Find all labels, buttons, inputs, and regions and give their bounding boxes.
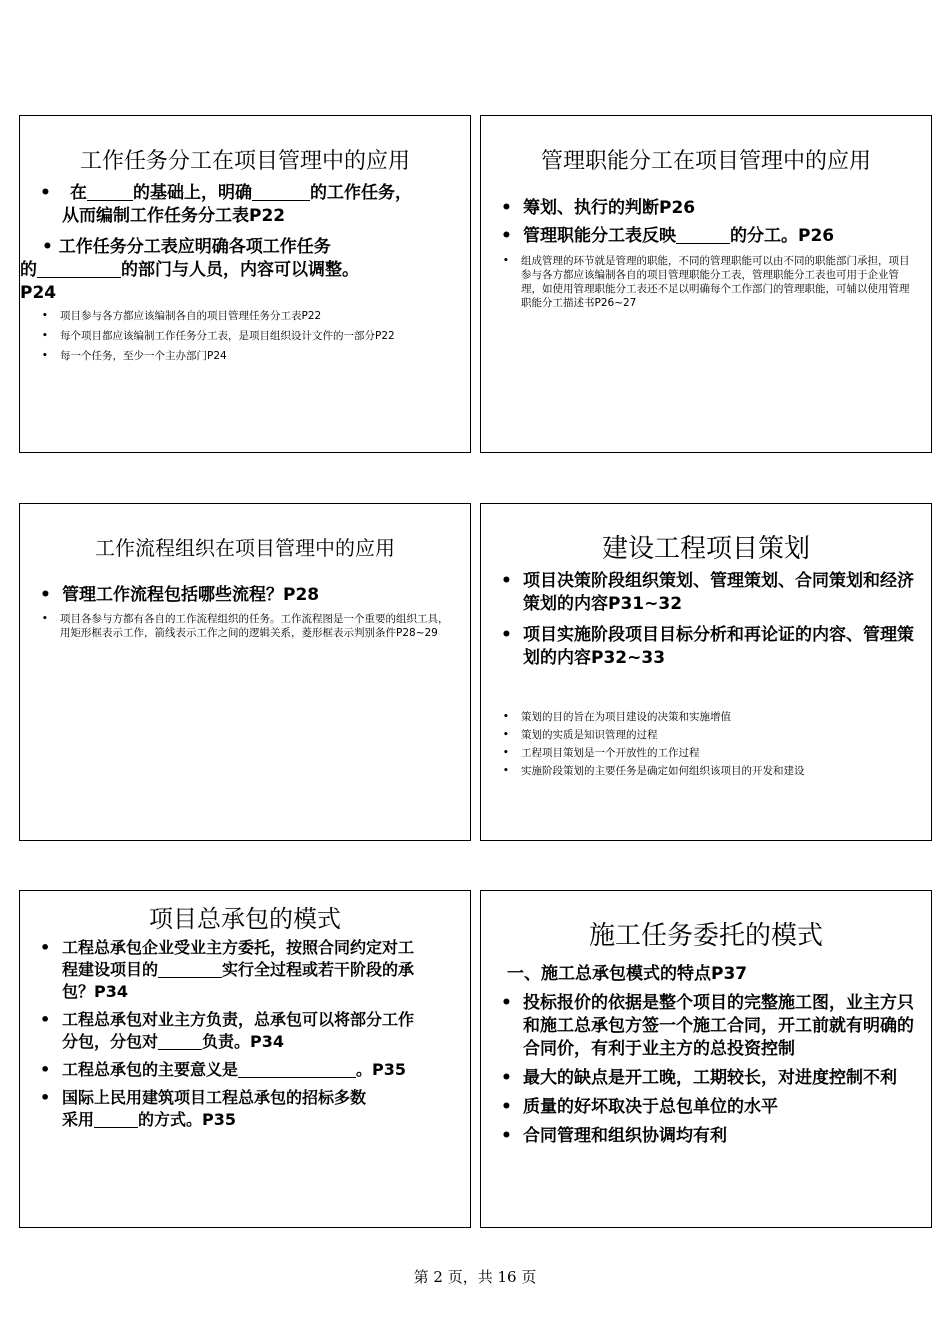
- slide-title: 施工任务委托的模式: [588, 921, 823, 951]
- bullet-icon: •: [40, 938, 51, 957]
- small-bullet-item: • 工程项目策划是一个开放性的工作过程: [503, 747, 700, 759]
- bullet-icon: •: [501, 571, 512, 591]
- slide-workflow-organization: [19, 503, 471, 841]
- bullet-icon: •: [501, 1097, 512, 1117]
- small-bullet-item: • 项目参与各方都应该编制各自的项目管理任务分工表P22: [42, 310, 322, 322]
- fill-blank: [37, 260, 121, 278]
- slide-title: 建设工程项目策划: [601, 534, 810, 564]
- small-bullet-item: • 每一个任务，至少一个主办部门P24: [42, 350, 227, 362]
- slide-title: 工作任务分工在项目管理中的应用: [79, 149, 410, 174]
- small-bullet-item: • 实施阶段策划的主要任务是确定如何组织该项目的开发和建设: [503, 765, 805, 777]
- bullet-item: • 在 的基础上，明确 的工作任务， 从而编制工作任务分工表P22: [40, 183, 412, 226]
- bullet-icon: •: [503, 766, 509, 776]
- slide-project-planning: [480, 503, 932, 841]
- page-footer: 第 2 页，共 16 页: [413, 1268, 537, 1286]
- bullet-icon: •: [40, 1010, 51, 1029]
- slide-body: [481, 570, 931, 778]
- bullet-icon: •: [503, 748, 509, 758]
- slide-title: 工作流程组织在项目管理中的应用: [95, 536, 395, 560]
- bullet-item: • 投标报价的依据是整个项目的完整施工图，业主方只和施工总承包方签一个施工合同，开工前就有明确的合同价，有利于业主方的总投资控制: [501, 993, 914, 1059]
- bullet-item: • 最大的缺点是开工晚，工期较长，对进度控制不利: [501, 1068, 897, 1088]
- bullet-icon: •: [501, 625, 512, 645]
- bullet-item: • 项目实施阶段项目目标分析和再论证的内容、管理策划的内容P32~33: [501, 625, 914, 668]
- bullet-icon: •: [40, 1088, 51, 1107]
- small-bullets: [20, 309, 470, 363]
- bullet-item: • 管理职能分工表反映 的分工。P26: [501, 226, 835, 246]
- slide-work-task-division: [19, 115, 471, 453]
- bullet-icon: •: [501, 1126, 512, 1146]
- small-bullets: [481, 710, 931, 778]
- bullet-icon: •: [40, 183, 51, 203]
- bullet-icon: •: [42, 311, 48, 321]
- bullet-item: • 工程总承包对业主方负责，总承包可以将部分工作 分包，分包对 负责。P34: [40, 1010, 415, 1051]
- bullet-icon: •: [503, 712, 509, 722]
- slide-body: [20, 182, 470, 363]
- fill-blank: [87, 183, 133, 201]
- bullet-icon: •: [501, 226, 512, 246]
- bullet-icon: •: [503, 256, 509, 266]
- slide-general-contracting-mode: [19, 890, 471, 1228]
- small-bullet-item: • 每个项目都应该编制工作任务分工表，是项目组织设计文件的一部分P22: [42, 330, 395, 342]
- slide-title: 管理职能分工在项目管理中的应用: [540, 149, 871, 174]
- slide-construction-task-delegation: [480, 890, 932, 1228]
- fill-blank: [158, 1032, 202, 1050]
- bullet-icon: •: [40, 1060, 51, 1079]
- bullet-icon: •: [42, 331, 48, 341]
- section-subheading: 一、施工总承包模式的特点P37: [507, 964, 748, 984]
- bullet-item: • 工程总承包的主要意义是 。P35: [40, 1060, 407, 1079]
- bullet-item: • 质量的好坏取决于总包单位的水平: [501, 1097, 778, 1117]
- bullet-item: • 管理工作流程包括哪些流程？P28: [40, 585, 320, 605]
- bullet-item: • 合同管理和组织协调均有利: [501, 1126, 727, 1146]
- small-bullet-item: • 策划的实质是知识管理的过程: [503, 729, 658, 741]
- small-bullet-item: • 组成管理的环节就是管理的职能，不同的管理职能可以由不同的职能部门承担，项目参与各方都应该编制各自的项目管理职能分工表，管理职能分工表也可用于企业管理，如使用管理职能分工表还不足以明确每个工作部门的管理职能，可辅以使用管理职能分工描述书P26~27: [503, 255, 910, 309]
- bullet-icon: •: [42, 614, 48, 624]
- small-bullet-item: • 策划的目的旨在为项目建设的决策和实施增值: [503, 711, 731, 723]
- bullet-item: • 筹划、执行的判断P26: [501, 198, 696, 218]
- bullet-icon: •: [42, 351, 48, 361]
- bullet-icon: •: [501, 198, 512, 218]
- slide-management-function-division: [480, 115, 932, 453]
- bullet-item: • 项目决策阶段组织策划、管理策划、合同策划和经济策划的内容P31~32: [501, 571, 914, 614]
- slide-body: [20, 584, 470, 640]
- bullet-icon: •: [503, 730, 509, 740]
- fill-blank: [238, 1060, 356, 1078]
- bullet-item: • 工作任务分工表应明确各项工作任务 的 的部门与人员，内容可以调整。 P24: [20, 237, 359, 303]
- slide-body: [20, 937, 470, 1131]
- slide-body: [481, 197, 931, 310]
- fill-blank: [158, 960, 222, 978]
- bullet-icon: •: [40, 585, 51, 605]
- fill-blank: [676, 226, 730, 244]
- slide-body: [481, 963, 931, 1148]
- bullet-icon: •: [501, 1068, 512, 1088]
- bullet-icon: •: [501, 993, 512, 1013]
- bullet-item: • 国际上民用建筑项目工程总承包的招标多数 采用 的方式。P35: [40, 1088, 367, 1129]
- bullet-item: • 工程总承包企业受业主方委托，按照合同约定对工 程建设项目的 实行全过程或若干阶段的承 包？P34: [40, 938, 415, 1001]
- slide-title: 项目总承包的模式: [149, 905, 341, 933]
- fill-blank: [252, 183, 310, 201]
- small-bullet-item: • 项目各参与方都有各自的工作流程组织的任务。工作流程图是一个重要的组织工具，用矩形框表示工作，箭线表示工作之间的逻辑关系，菱形框表示判别条件P28~29: [42, 613, 449, 639]
- fill-blank: [94, 1110, 138, 1128]
